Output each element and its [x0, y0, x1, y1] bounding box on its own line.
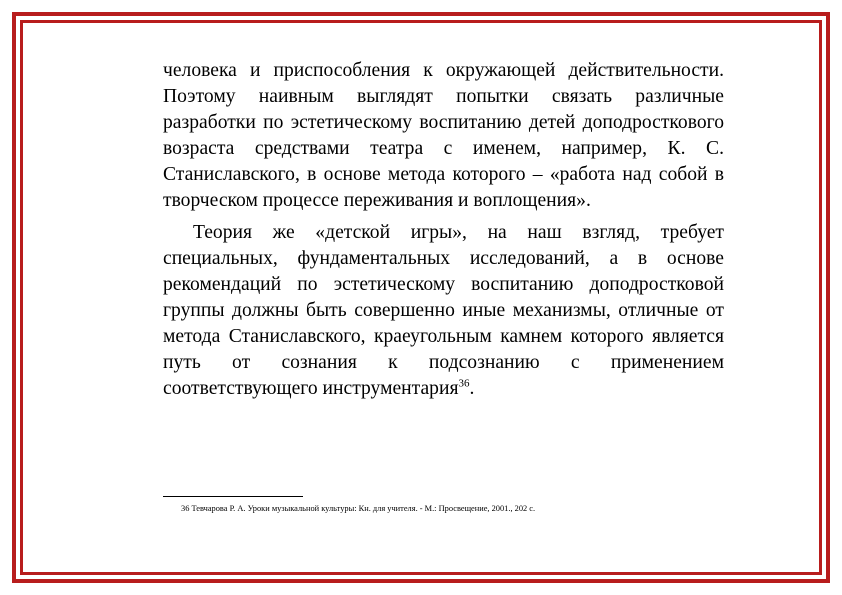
paragraph-2-text: Теория же «детской игры», на наш взгляд, требует специальных, фундаментальных исследований, а в основе рекомендаций по эстетическому воспитанию доподростковой группы должны быть совершенно иные механизмы, отличные от метода Станиславского, краеугольным камнем которого является путь от сознания к подсознанию с применением соответствующего инструментария [163, 221, 724, 400]
footnote-number: 36 [181, 504, 190, 513]
paragraph-2-end: . [469, 378, 475, 400]
paragraph-1: человека и приспособления к окружающей действительности. Поэтому наивным выглядят попытки связать различные разработки по эстетическому воспитанию детей доподросткового возраста средствами театра с именем, например, К. С. Станиславского, в основе метода которого – «работа над собой в творческом процессе переживания и воплощения». [163, 60, 724, 212]
footnote-separator [163, 496, 303, 497]
footnote-text: Тевчарова Р. А. Уроки музыкальной культуры: Кн. для учителя. - М.: Просвещение, 2001., 202 с. [191, 504, 536, 513]
page-body [163, 58, 724, 402]
paragraph-2 [163, 220, 724, 403]
footnote-reference[interactable]: 36 [458, 377, 470, 390]
footnote [181, 503, 741, 514]
